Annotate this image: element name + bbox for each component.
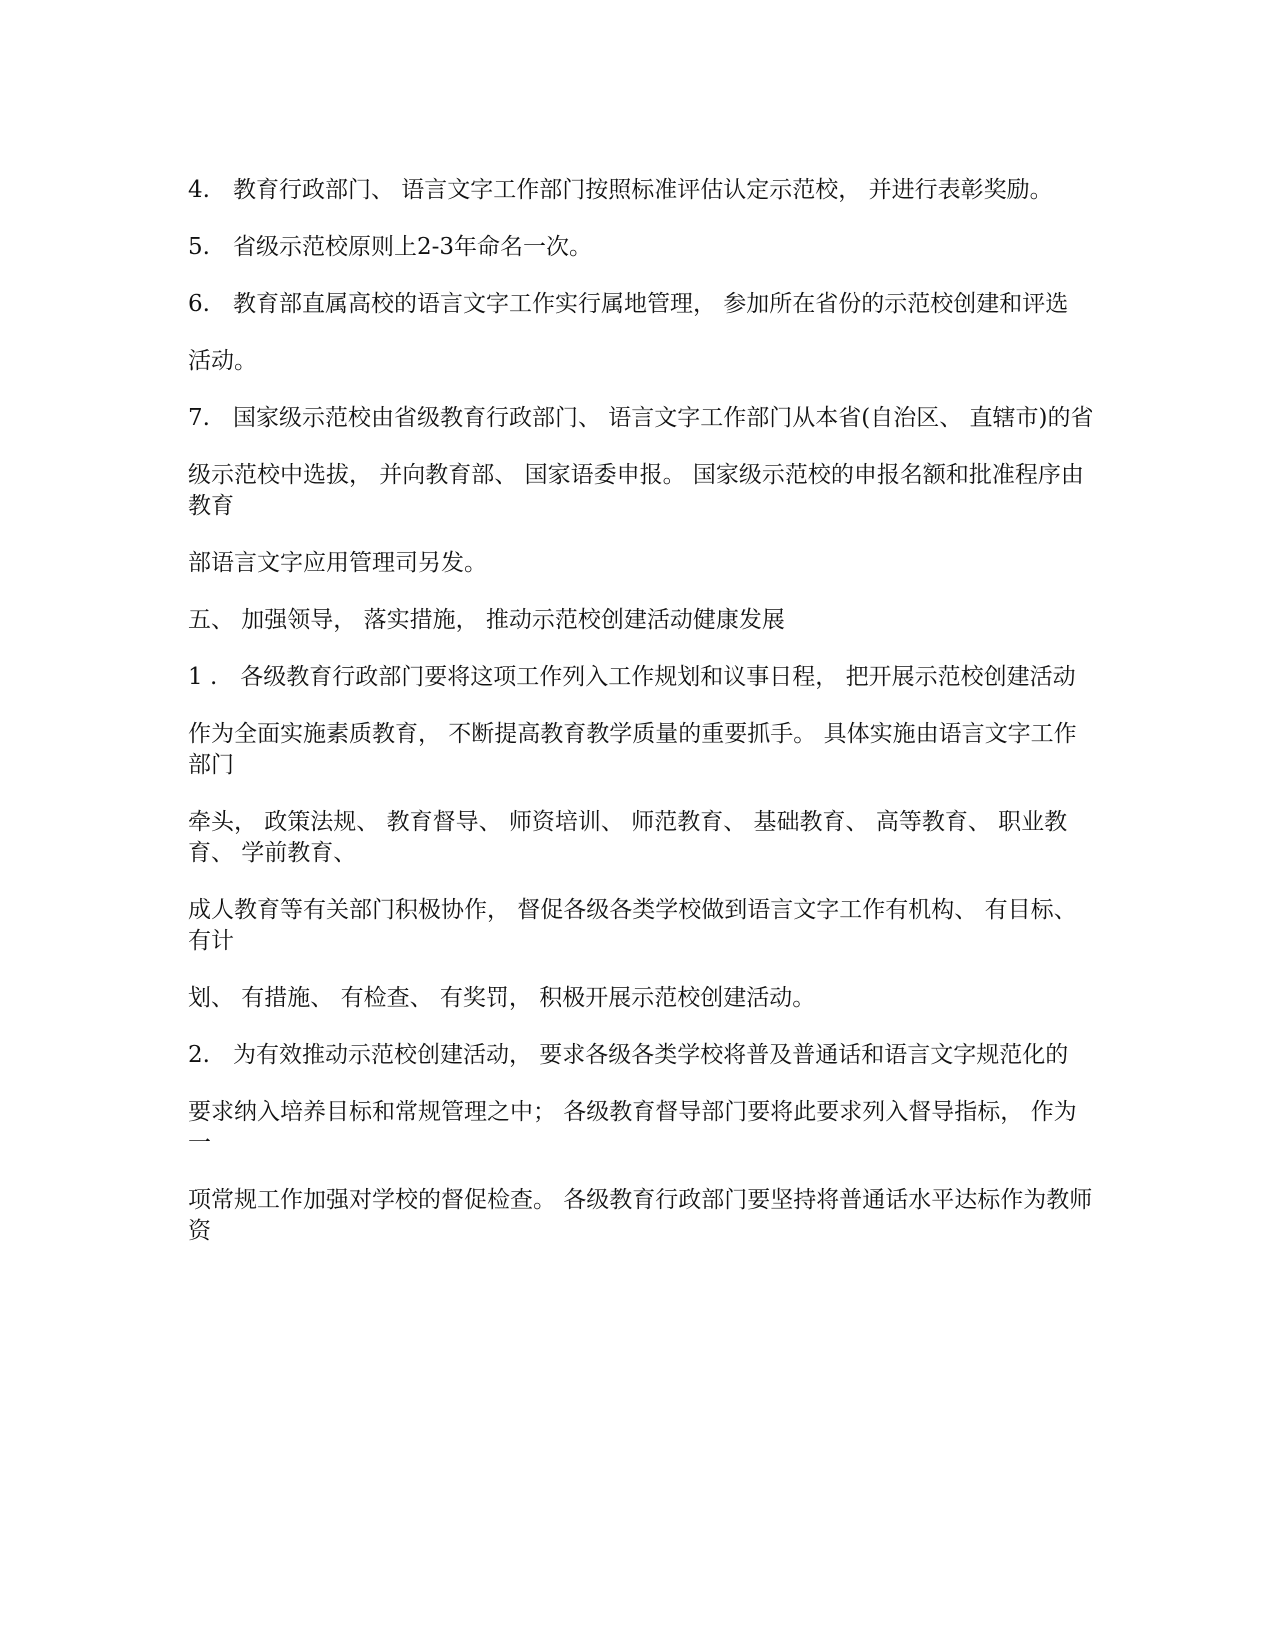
paragraph-6: 6. 教育部直属高校的语言文字工作实行属地管理， 参加所在省份的示范校创建和评选 — [188, 291, 1069, 317]
paragraph-7: 7. 国家级示范校由省级教育行政部门、 语言文字工作部门从本省(自治区、 直辖市)的省 — [188, 405, 1094, 431]
section-heading-5: 五、 加强领导， 落实措施， 推动示范校创建活动健康发展 — [188, 607, 785, 633]
paragraph-s5-1-cont-1: 作为全面实施素质教育， 不断提高教育教学质量的重要抓手。 具体实施由语言文字工作部门 — [188, 721, 1077, 778]
document-body — [188, 175, 1098, 1273]
paragraph-7-cont-1: 级示范校中选拔， 并向教育部、 国家语委申报。 国家级示范校的申报名额和批准程序由教育 — [188, 462, 1084, 519]
paragraph-s5-1: 1 . 各级教育行政部门要将这项工作列入工作规划和议事日程， 把开展示范校创建活动 — [188, 664, 1076, 690]
paragraph-s5-1-cont-2: 牵头， 政策法规、 教育督导、 师资培训、 师范教育、 基础教育、 高等教育、 职业教育、 学前教育、 — [188, 809, 1068, 866]
paragraph-7-cont-2: 部语言文字应用管理司另发。 — [188, 550, 487, 576]
paragraph-s5-1-cont-3: 成人教育等有关部门积极协作， 督促各级各类学校做到语言文字工作有机构、 有目标、 有计 — [188, 897, 1077, 954]
paragraph-s5-2-cont-2: 项常规工作加强对学校的督促检查。 各级教育行政部门要坚持将普通话水平达标作为教师资 — [188, 1187, 1093, 1244]
paragraph-6-cont: 活动。 — [188, 348, 257, 374]
paragraph-s5-2-cont-1: 要求纳入培养目标和常规管理之中； 各级教育督导部门要将此要求列入督导指标， 作为一 — [188, 1099, 1077, 1156]
paragraph-s5-2: 2. 为有效推动示范校创建活动， 要求各级各类学校将普及普通话和语言文字规范化的 — [188, 1042, 1069, 1068]
paragraph-s5-1-cont-4: 划、 有措施、 有检查、 有奖罚， 积极开展示范校创建活动。 — [188, 985, 816, 1011]
paragraph-4: 4. 教育行政部门、 语言文字工作部门按照标准评估认定示范校， 并进行表彰奖励。 — [188, 177, 1053, 203]
paragraph-5: 5. 省级示范校原则上2-3年命名一次。 — [188, 234, 592, 260]
